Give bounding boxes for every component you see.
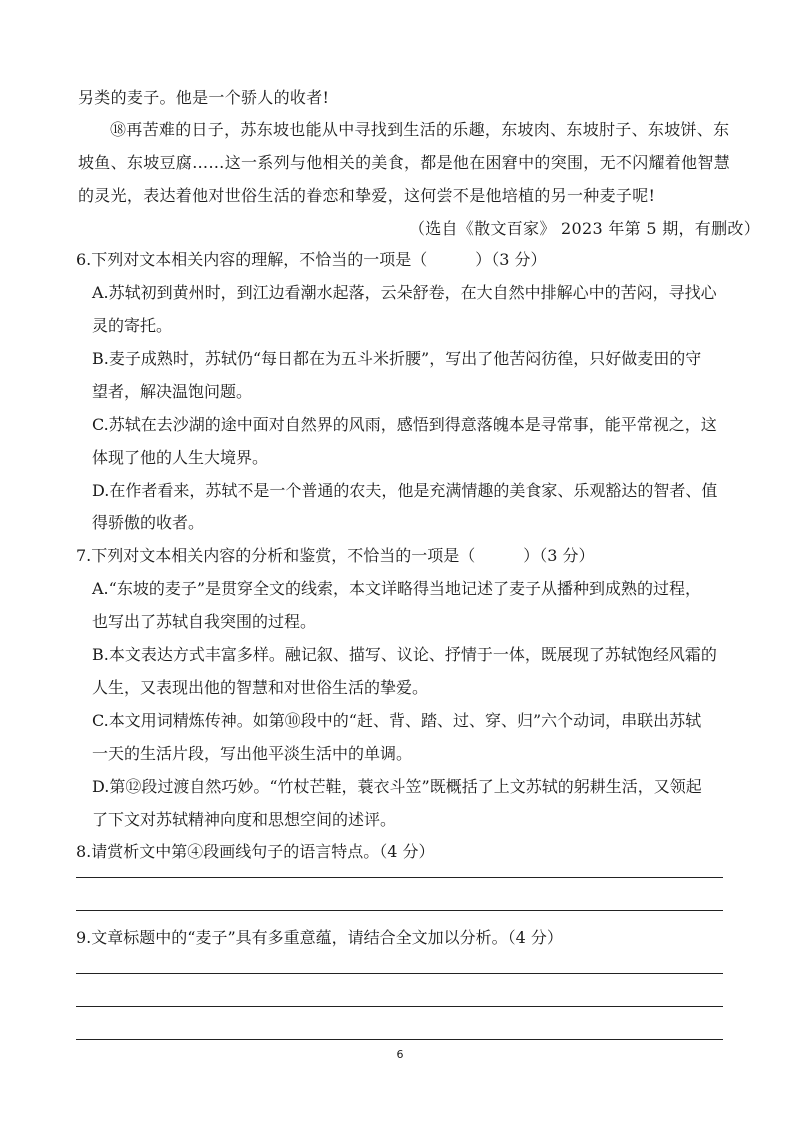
answer-line[interactable] (76, 877, 723, 878)
passage-line: 坡鱼、东坡豆腐……这一系列与他相关的美食，都是他在困窘中的突围，无不闪耀着他智慧 (78, 153, 731, 172)
question-6-option-d-cont: 得骄傲的收者。 (92, 513, 205, 532)
question-7-option-c-cont: 一天的生活片段，写出他平淡生活中的单调。 (92, 744, 413, 763)
question-6-option-b-cont: 望者，解决温饱问题。 (92, 382, 253, 401)
question-7-option-a-cont: 也写出了苏轼自我突围的过程。 (92, 612, 317, 631)
answer-line[interactable] (76, 1039, 723, 1040)
answer-line[interactable] (76, 1006, 723, 1007)
question-7-option-c: C.本文用词精炼传神。如第⑩段中的“赶、背、踏、过、穿、归”六个动词，串联出苏轼 (92, 711, 702, 730)
question-7-option-d: D.第⑫段过渡自然巧妙。“竹杖芒鞋，蓑衣斗笠”既概括了上文苏轼的躬耕生活，又领起 (92, 777, 702, 796)
question-6-option-a-cont: 灵的寄托。 (92, 316, 173, 335)
passage-source: （选自《散文百家》 2023 年第 5 期，有删改） (408, 219, 760, 238)
question-7-stem: 7.下列对文本相关内容的分析和鉴赏，不恰当的一项是（ ）（3 分） (76, 546, 595, 565)
answer-line[interactable] (76, 973, 723, 974)
question-7-option-d-cont: 了下文对苏轼精神向度和思想空间的述评。 (92, 810, 397, 829)
question-6-option-a: A.苏轼初到黄州时，到江边看潮水起落，云朵舒卷，在大自然中排解心中的苦闷，寻找心 (92, 283, 717, 302)
question-7-option-a: A.“东坡的麦子”是贯穿全文的线索，本文详略得当地记述了麦子从播种到成熟的过程， (92, 579, 702, 598)
passage-line: ⑱再苦难的日子，苏东坡也能从中寻找到生活的乐趣，东坡肉、东坡肘子、东坡饼、东 (110, 120, 730, 139)
passage-line: 另类的麦子。他是一个骄人的收者! (78, 88, 330, 107)
question-6-option-d: D.在作者看来，苏轼不是一个普通的农夫，他是充满情趣的美食家、乐观豁达的智者、值 (92, 481, 718, 500)
question-8-stem: 8.请赏析文中第④段画线句子的语言特点。（4 分） (76, 842, 435, 861)
page-number: 6 (396, 1048, 404, 1061)
question-9-stem: 9.文章标题中的“麦子”具有多重意蕴，请结合全文加以分析。（4 分） (76, 928, 563, 947)
passage-line: 的灵光，表达着他对世俗生活的眷恋和挚爱，这何尝不是他培植的另一种麦子呢! (78, 186, 656, 205)
question-6-option-c: C.苏轼在去沙湖的途中面对自然界的风雨，感悟到得意落魄本是寻常事，能平常视之，这 (92, 415, 717, 434)
question-6-option-c-cont: 体现了他的人生大境界。 (92, 448, 269, 467)
question-6-option-b: B.麦子成熟时，苏轼仍“每日都在为五斗米折腰”，写出了他苦闷彷徨，只好做麦田的守 (92, 349, 702, 368)
answer-line[interactable] (76, 910, 723, 911)
question-7-option-b: B.本文表达方式丰富多样。融记叙、描写、议论、抒情于一体，既展现了苏轼饱经风霜的 (92, 645, 717, 664)
question-6-stem: 6.下列对文本相关内容的理解，不恰当的一项是（ ）（3 分） (76, 250, 547, 269)
question-7-option-b-cont: 人生，又表现出他的智慧和对世俗生活的挚爱。 (92, 678, 429, 697)
